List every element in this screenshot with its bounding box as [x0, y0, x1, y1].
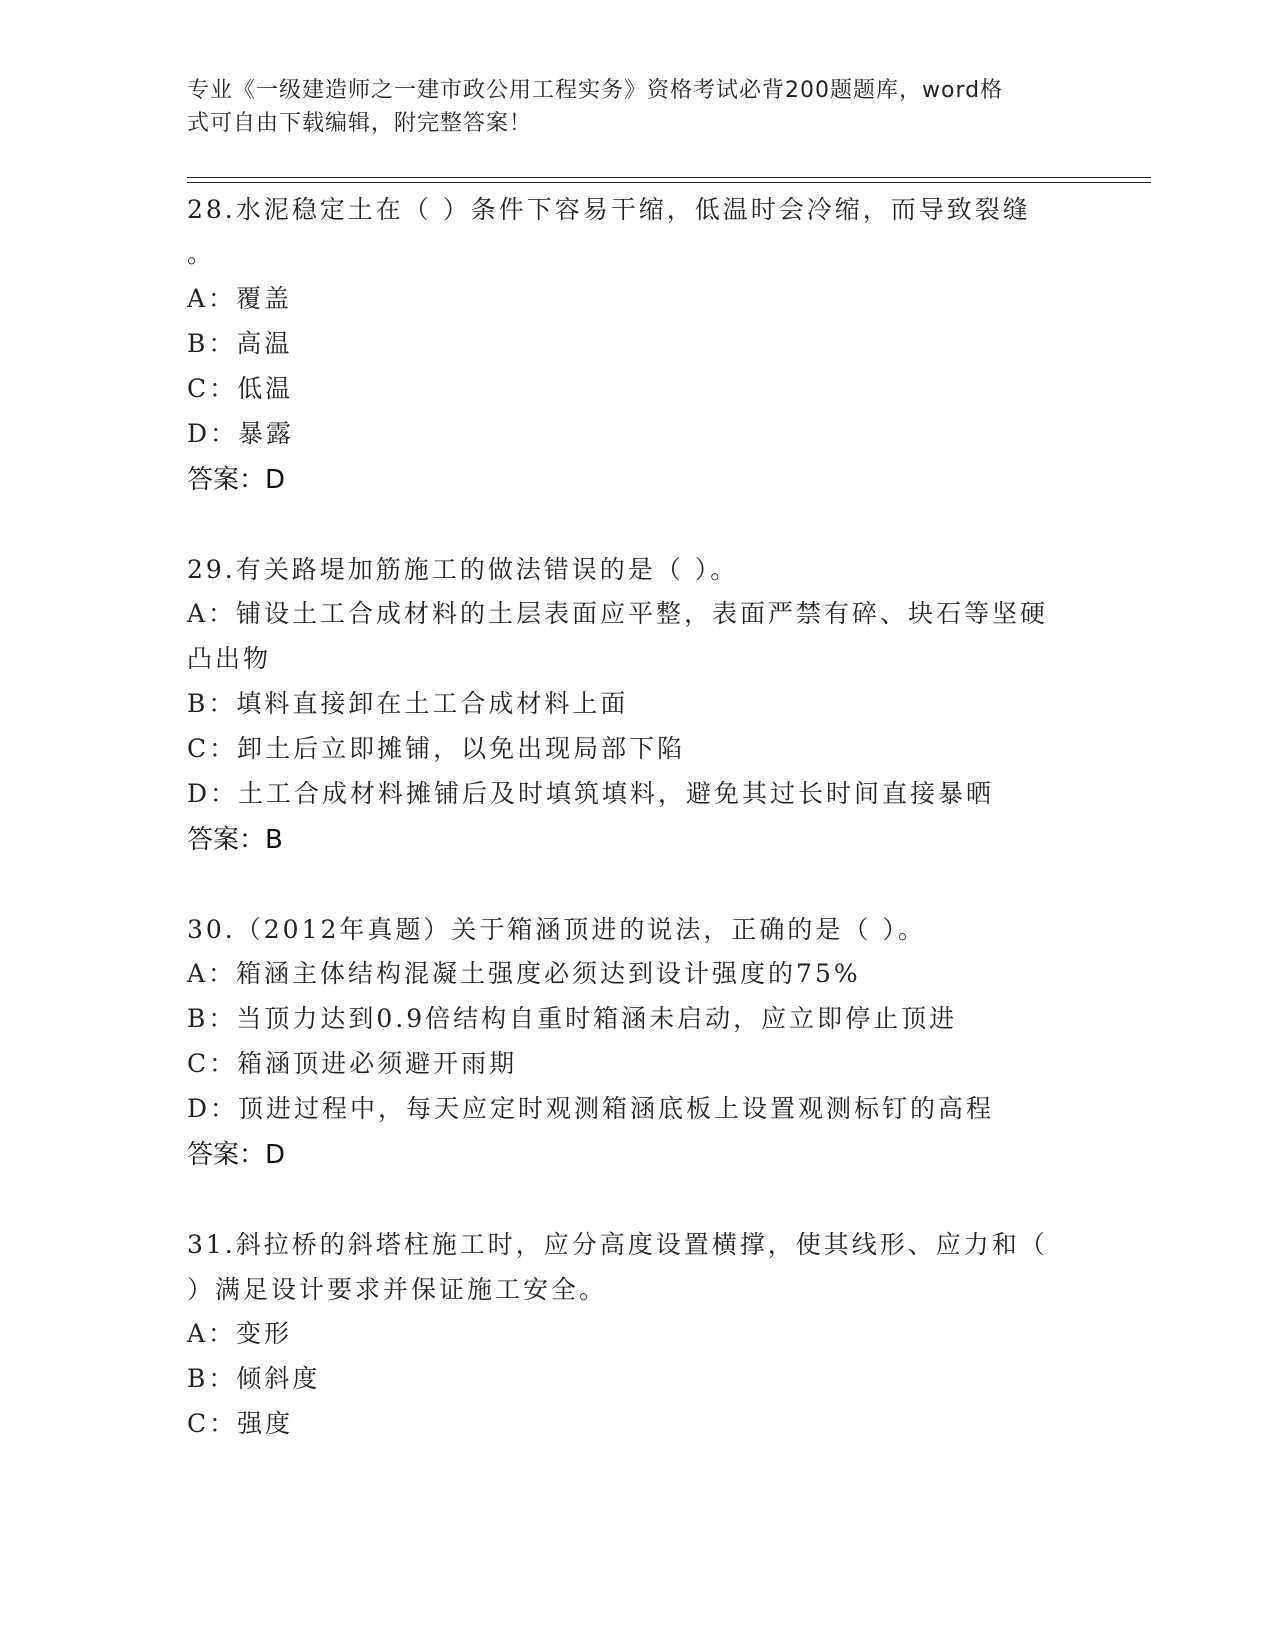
document-header [187, 74, 1067, 140]
question-28-stem-line-2: 。 [187, 239, 216, 268]
header-line-2: 式可自由下载编辑，附完整答案！ [187, 111, 533, 136]
question-28-option-b: B：高温 [187, 329, 293, 358]
question-28-option-d: D：暴露 [187, 419, 295, 448]
question-31-option-c: C：强度 [187, 1409, 294, 1438]
header-line-1: 专业《一级建造师之一建市政公用工程实务》资格考试必背200题题库，word格 [187, 78, 1004, 103]
question-29-option-a-cont: 凸出物 [187, 644, 272, 673]
question-28-answer: 答案：D [187, 465, 286, 495]
question-31-option-a: A：变形 [187, 1319, 293, 1348]
question-31-option-b: B：倾斜度 [187, 1364, 321, 1393]
question-29-stem-line-1: 29.有关路堤加筋施工的做法错误的是（ ）。 [187, 555, 739, 584]
header-divider-top [187, 177, 1151, 178]
question-30-answer: 答案：D [187, 1140, 286, 1170]
header-divider-bottom [187, 182, 1151, 183]
question-28-option-c: C：低温 [187, 374, 294, 403]
question-29-option-b: B：填料直接卸在土工合成材料上面 [187, 689, 629, 718]
question-28-option-a: A：覆盖 [187, 284, 293, 313]
question-29-answer: 答案：B [187, 825, 283, 855]
question-29-option-c: C：卸土后立即摊铺，以免出现局部下陷 [187, 734, 686, 763]
question-30-option-b: B：当顶力达到0.9倍结构自重时箱涵未启动，应立即停止顶进 [187, 1004, 958, 1033]
question-30-option-a: A：箱涵主体结构混凝土强度必须达到设计强度的75% [187, 959, 861, 988]
question-31-stem-line-1: 31.斜拉桥的斜塔柱施工时，应分高度设置横撑，使其线形、应力和（ [187, 1230, 1048, 1259]
question-31-stem-line-2: ）满足设计要求并保证施工安全。 [187, 1275, 608, 1304]
question-30-option-d: D：顶进过程中，每天应定时观测箱涵底板上设置观测标钉的高程 [187, 1094, 995, 1123]
question-30-option-c: C：箱涵顶进必须避开雨期 [187, 1049, 518, 1078]
question-29-option-a: A：铺设土工合成材料的土层表面应平整，表面严禁有碎、块石等坚硬 [187, 599, 1049, 628]
question-28-stem-line-1: 28.水泥稳定土在（ ）条件下容易干缩，低温时会冷缩，而导致裂缝 [187, 195, 1031, 224]
question-29-option-d: D：土工合成材料摊铺后及时填筑填料，避免其过长时间直接暴晒 [187, 779, 995, 808]
question-30-stem-line-1: 30.（2012年真题）关于箱涵顶进的说法，正确的是（ ）。 [187, 915, 926, 944]
